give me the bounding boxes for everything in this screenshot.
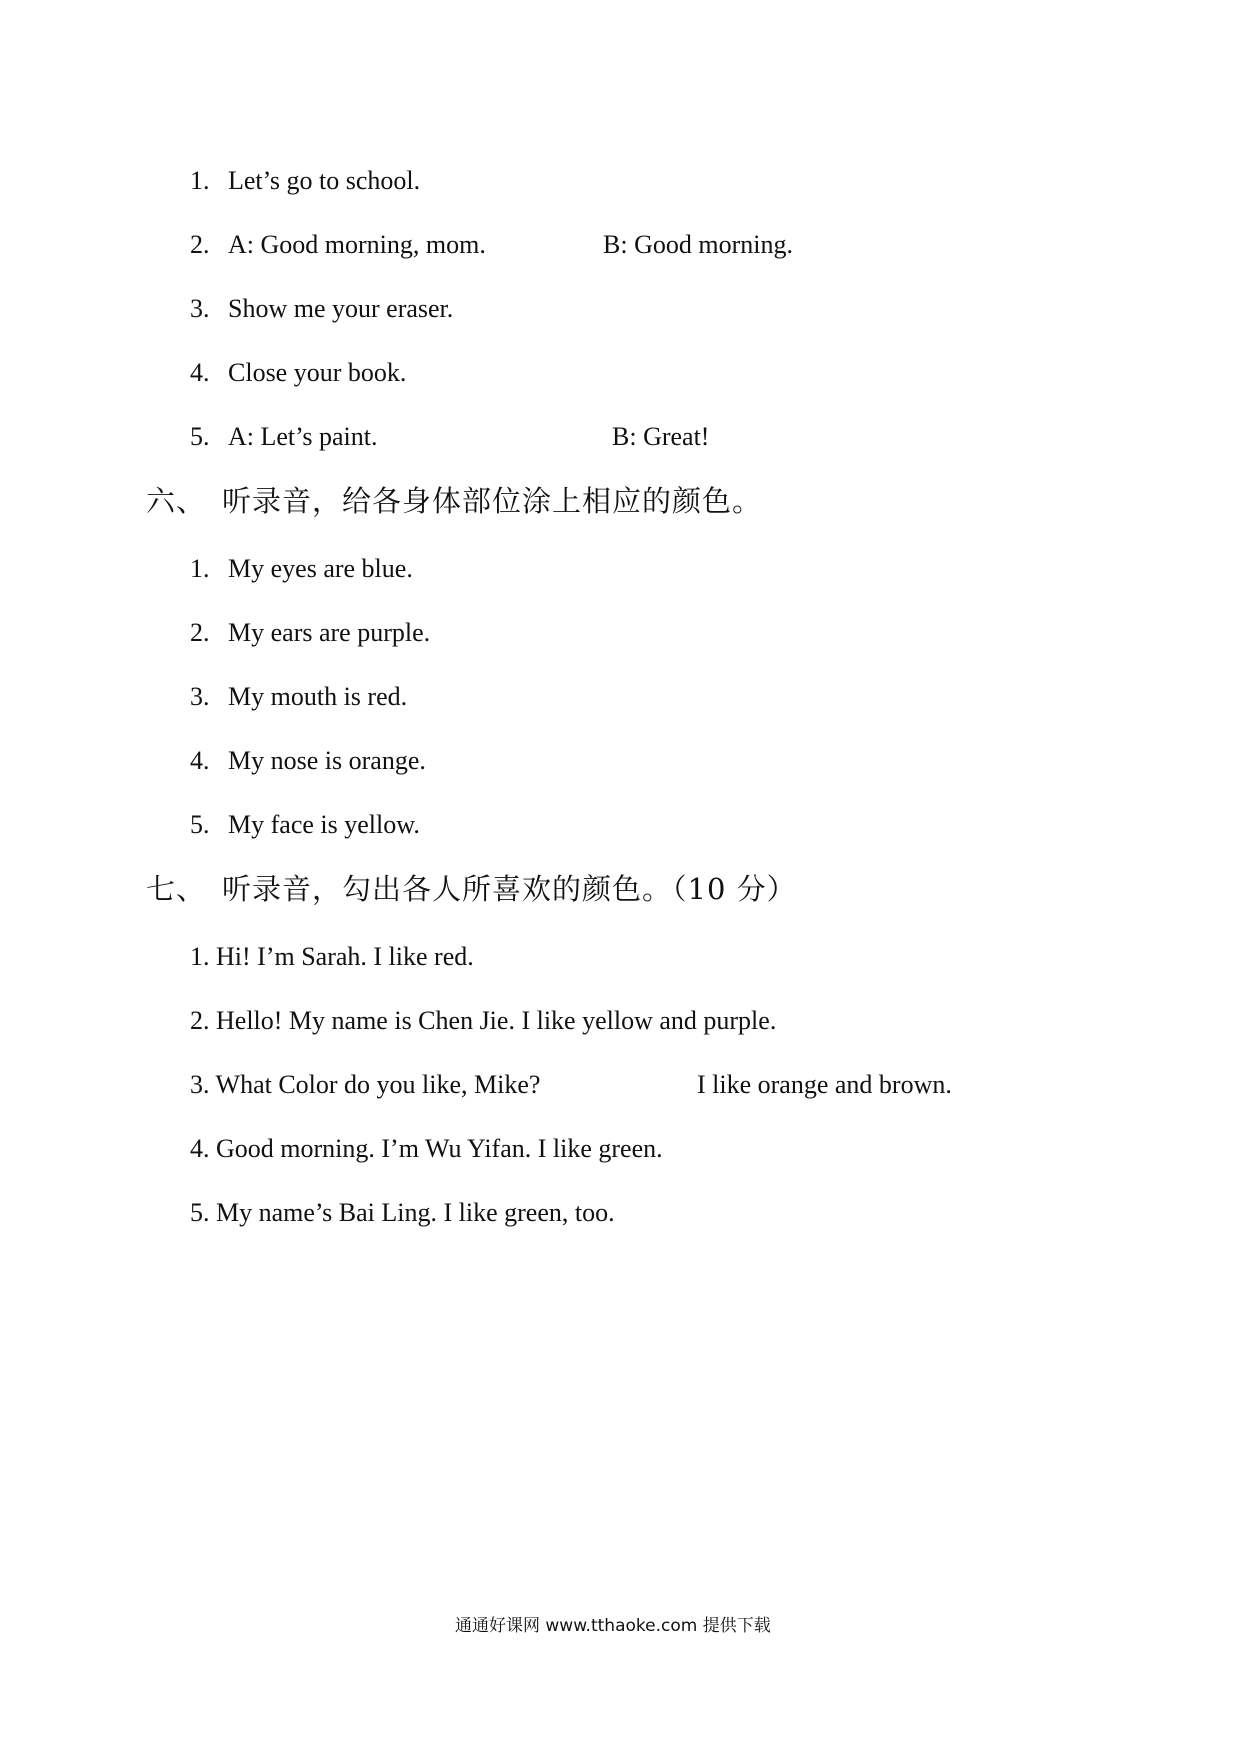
section-6-title: 听录音，给各身体部位涂上相应的颜色。 — [222, 484, 763, 518]
item-number: 4. — [190, 746, 210, 775]
item-number: 3. — [190, 682, 210, 711]
footer-source: 通通好课网 www.tthaoke.com 提供下载 — [455, 1616, 771, 1636]
item-number: 5. — [190, 422, 210, 451]
listening-sentence: My face is yellow. — [228, 810, 420, 839]
listening-sentence: My eyes are blue. — [228, 554, 413, 583]
item-number: 2. — [190, 618, 210, 647]
listening-sentence: 3. What Color do you like, Mike? — [190, 1070, 541, 1099]
listening-sentence: 2. Hello! My name is Chen Jie. I like yellow and purple. — [190, 1006, 777, 1035]
item-number: 3. — [190, 294, 210, 323]
section-7-title: 听录音，勾出各人所喜欢的颜色。（10 分） — [222, 872, 797, 906]
item-number: 4. — [190, 358, 210, 387]
listening-sentence: My mouth is red. — [228, 682, 408, 711]
listening-sentence: 4. Good morning. I’m Wu Yifan. I like green. — [190, 1134, 663, 1163]
section-6-marker: 六、 — [146, 484, 207, 518]
dialogue-line-b: B: Good morning. — [603, 230, 793, 259]
listening-sentence: Let’s go to school. — [228, 166, 421, 195]
listening-sentence-answer: I like orange and brown. — [697, 1070, 952, 1099]
dialogue-line-a: A: Good morning, mom. — [228, 230, 486, 259]
item-number: 2. — [190, 230, 210, 259]
item-number: 1. — [190, 166, 210, 195]
dialogue-line-b: B: Great! — [612, 422, 710, 451]
listening-sentence: My nose is orange. — [228, 746, 426, 775]
listening-sentence: 5. My name’s Bai Ling. I like green, too. — [190, 1198, 615, 1227]
item-number: 1. — [190, 554, 210, 583]
section-7-marker: 七、 — [146, 872, 207, 906]
listening-sentence: 1. Hi! I’m Sarah. I like red. — [190, 942, 474, 971]
listening-sentence: My ears are purple. — [228, 618, 431, 647]
listening-sentence: Show me your eraser. — [228, 294, 454, 323]
item-number: 5. — [190, 810, 210, 839]
listening-sentence: Close your book. — [228, 358, 407, 387]
dialogue-line-a: A: Let’s paint. — [228, 422, 378, 451]
